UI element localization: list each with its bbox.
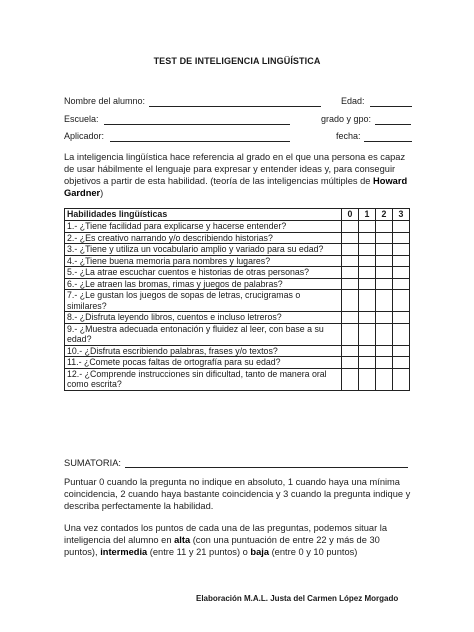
table-row xyxy=(65,255,410,267)
grado-label: grado y gpo: xyxy=(321,114,372,124)
table-row xyxy=(65,244,410,256)
score-cell-0[interactable] xyxy=(342,290,359,312)
score-cell-2[interactable] xyxy=(376,278,393,290)
score-cell-2[interactable] xyxy=(376,357,393,369)
score-cell-0[interactable] xyxy=(342,323,359,345)
score-cell-1[interactable] xyxy=(359,345,376,357)
table-row xyxy=(65,290,410,312)
score-cell-0[interactable] xyxy=(342,267,359,279)
skill-question: 10.- ¿Disfruta escribiendo palabras, frases y/o textos? xyxy=(65,345,342,357)
skill-question: 4.- ¿Tiene buena memoria para nombres y lugares? xyxy=(65,255,342,267)
scoring-paragraph: Puntuar 0 cuando la pregunta no indique en absoluto, 1 cuando haya una mínima coincidencia, 2 cuando haya bastante coincidencia y 3 cuando la pregunta indique y describa perfectamente la habilidad. xyxy=(64,477,411,511)
score-cell-2[interactable] xyxy=(376,312,393,324)
edad-label: Edad: xyxy=(341,96,365,106)
score-header-1: 1 xyxy=(359,209,376,221)
escuela-field[interactable] xyxy=(104,124,290,125)
table-header-row xyxy=(65,209,410,221)
fecha-label: fecha: xyxy=(336,131,361,141)
result-paragraph: Una vez contados los puntos de cada una de las preguntas, podemos situar la inteligencia del alumno en alta (con una puntuación de entre 22 y más de 30 puntos), intermedia (entre 11 y 21 puntos) o baja (entre 0 y 10 puntos) xyxy=(64,523,388,557)
score-cell-2[interactable] xyxy=(376,290,393,312)
score-cell-3[interactable] xyxy=(393,290,410,312)
skill-question: 12.- ¿Comprende instrucciones sin dificultad, tanto de manera oral como escrita? xyxy=(65,368,342,390)
skill-question: 11.- ¿Comete pocas faltas de ortografía para su edad? xyxy=(65,357,342,369)
sumatoria-field[interactable] xyxy=(125,467,408,468)
table-row xyxy=(65,232,410,244)
intro-paragraph: La inteligencia lingüística hace referencia al grado en el que una persona es capaz de usar hábilmente el lenguaje para expresar y entender ideas y, para conseguir objetivos a partir de esta habilidad. (teoría de las inteligencias múltiples de Howard Gardner) xyxy=(64,152,408,198)
aplicador-label: Aplicador: xyxy=(64,131,105,141)
table-row xyxy=(65,357,410,369)
skill-question: 5.- ¿La atrae escuchar cuentos e historias de otras personas? xyxy=(65,267,342,279)
footer-credit: Elaboración M.A.L. Justa del Carmen López Morgado xyxy=(196,594,399,603)
aplicador-field[interactable] xyxy=(110,141,290,142)
score-cell-3[interactable] xyxy=(393,255,410,267)
score-cell-0[interactable] xyxy=(342,368,359,390)
grado-field[interactable] xyxy=(375,124,411,125)
score-cell-2[interactable] xyxy=(376,345,393,357)
score-cell-2[interactable] xyxy=(376,244,393,256)
score-cell-0[interactable] xyxy=(342,244,359,256)
score-cell-0[interactable] xyxy=(342,232,359,244)
table-header-label: Habilidades lingüísticas xyxy=(65,209,342,221)
edad-field[interactable] xyxy=(370,106,412,107)
score-cell-1[interactable] xyxy=(359,312,376,324)
document-title: TEST DE INTELIGENCIA LINGÜÍSTICA xyxy=(153,56,321,66)
score-cell-1[interactable] xyxy=(359,323,376,345)
score-cell-3[interactable] xyxy=(393,232,410,244)
table-row xyxy=(65,267,410,279)
table-row xyxy=(65,312,410,324)
score-cell-1[interactable] xyxy=(359,267,376,279)
skill-question: 7.- ¿Le gustan los juegos de sopas de letras, crucigramas o similares? xyxy=(65,290,342,312)
aplicador-row xyxy=(64,131,414,143)
score-cell-2[interactable] xyxy=(376,267,393,279)
score-cell-3[interactable] xyxy=(393,323,410,345)
score-cell-1[interactable] xyxy=(359,221,376,233)
skill-question: 9.- ¿Muestra adecuada entonación y fluidez al leer, con base a su edad? xyxy=(65,323,342,345)
table-row xyxy=(65,345,410,357)
score-cell-3[interactable] xyxy=(393,267,410,279)
score-cell-1[interactable] xyxy=(359,232,376,244)
score-cell-3[interactable] xyxy=(393,278,410,290)
score-cell-1[interactable] xyxy=(359,278,376,290)
score-cell-2[interactable] xyxy=(376,221,393,233)
level-alta: alta xyxy=(174,535,191,545)
skill-question: 3.- ¿Tiene y utiliza un vocabulario amplio y variado para su edad? xyxy=(65,244,342,256)
score-cell-3[interactable] xyxy=(393,357,410,369)
sumatoria-label: SUMATORIA: xyxy=(64,458,121,468)
level-baja: baja xyxy=(250,547,269,557)
table-row xyxy=(65,221,410,233)
nombre-row xyxy=(64,96,414,108)
score-header-0: 0 xyxy=(342,209,359,221)
table-row xyxy=(65,278,410,290)
score-cell-3[interactable] xyxy=(393,312,410,324)
score-cell-1[interactable] xyxy=(359,368,376,390)
score-cell-1[interactable] xyxy=(359,244,376,256)
score-cell-2[interactable] xyxy=(376,368,393,390)
score-cell-0[interactable] xyxy=(342,255,359,267)
level-intermedia: intermedia xyxy=(100,547,148,557)
score-cell-0[interactable] xyxy=(342,345,359,357)
score-cell-3[interactable] xyxy=(393,244,410,256)
skill-question: 1.- ¿Tiene facilidad para explicarse y hacerse entender? xyxy=(65,221,342,233)
table-row xyxy=(65,368,410,390)
score-cell-0[interactable] xyxy=(342,221,359,233)
nombre-label: Nombre del alumno: xyxy=(64,96,146,106)
score-cell-3[interactable] xyxy=(393,368,410,390)
score-cell-0[interactable] xyxy=(342,357,359,369)
score-cell-0[interactable] xyxy=(342,278,359,290)
escuela-row xyxy=(64,114,414,126)
score-cell-1[interactable] xyxy=(359,255,376,267)
score-header-3: 3 xyxy=(393,209,410,221)
skill-question: 8.- ¿Disfruta leyendo libros, cuentos e incluso letreros? xyxy=(65,312,342,324)
author-name: Howard Gardner xyxy=(64,176,408,198)
fecha-field[interactable] xyxy=(364,141,412,142)
nombre-field[interactable] xyxy=(149,106,321,107)
score-header-2: 2 xyxy=(376,209,393,221)
skill-question: 6.- ¿Le atraen las bromas, rimas y juegos de palabras? xyxy=(65,278,342,290)
score-cell-2[interactable] xyxy=(376,323,393,345)
score-cell-1[interactable] xyxy=(359,290,376,312)
table-row xyxy=(65,323,410,345)
score-cell-2[interactable] xyxy=(376,232,393,244)
skill-question: 2.- ¿Es creativo narrando y/o describiendo historias? xyxy=(65,232,342,244)
score-cell-3[interactable] xyxy=(393,345,410,357)
score-cell-1[interactable] xyxy=(359,357,376,369)
escuela-label: Escuela: xyxy=(64,114,99,124)
skills-table xyxy=(64,208,410,391)
score-cell-2[interactable] xyxy=(376,255,393,267)
score-cell-3[interactable] xyxy=(393,221,410,233)
score-cell-0[interactable] xyxy=(342,312,359,324)
